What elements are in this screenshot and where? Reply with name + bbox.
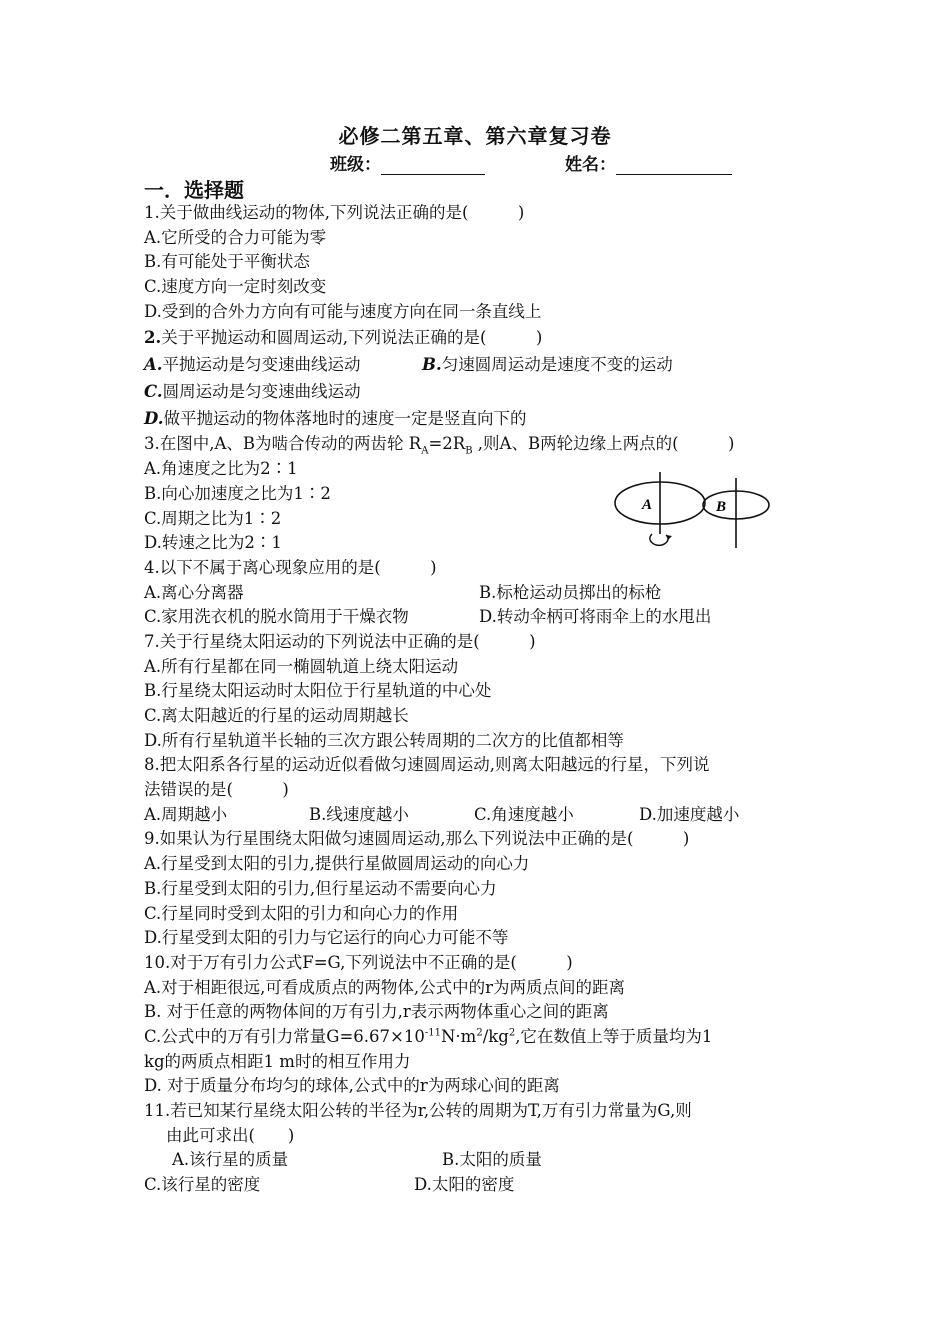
q7-option-a: A.所有行星都在同一椭圆轨道上绕太阳运动 [144,656,459,676]
q11-option-c: C.该行星的密度 [144,1175,261,1195]
q2-options-ab [144,351,814,378]
q11-option-d: D.太阳的密度 [414,1175,515,1195]
q2-option-c-letter: C. [144,382,163,402]
q1-option-b: B.有可能处于平衡状态 [144,252,310,272]
q1-stem: 1.关于做曲线运动的物体,下列说法正确的是( ) [144,203,525,222]
q11-option-a: A.该行星的质量 [172,1150,289,1170]
q2-option-d-text: 做平抛运动的物体落地时的速度一定是竖直向下的 [163,409,527,429]
q8-option-a: A.周期越小 [144,804,228,824]
q10-option-b: B. 对于任意的两物体间的万有引力,r表示两物体重心之间的距离 [144,1002,609,1022]
q8-stem-line2: 法错误的是( ) [144,780,289,800]
q1-option-d: D.受到的合外力方向有可能与速度方向在同一条直线上 [144,301,542,321]
q2-option-b [422,351,673,378]
q1-option-a: A.它所受的合力可能为零 [144,227,327,247]
q8-option-d: D.加速度越小 [639,804,740,824]
q10-option-c-mid2: /kg [482,1026,509,1046]
q9-option-d: D.行星受到太阳的引力与它运行的向心力可能不等 [144,928,509,948]
q10-option-c-mid: N·m [440,1026,477,1046]
q3-stem-mid: =2R [428,434,466,454]
q4-stem: 4.以下不属于离心现象应用的是( ) [144,557,437,577]
q10-option-c-exp2: 2 [476,1027,483,1039]
q10-option-c-line2: kg的两质点相距1 m时的相互作用力 [144,1051,411,1071]
q1-option-c: C.速度方向一定时刻改变 [144,277,327,297]
class-blank[interactable] [381,156,485,175]
question-list [144,201,814,1198]
q2-number: 2. [144,328,162,348]
q3-stem-post: ,则A、B两轮边缘上两点的( ) [472,434,735,454]
q7-option-c: C.离太阳越近的行星的运动周期越长 [144,706,409,725]
class-field [330,150,485,175]
q2-stem [144,324,814,351]
q10-option-c [144,1025,814,1050]
q7-option-b: B.行星绕太阳运动时太阳位于行星轨道的中心处 [144,681,492,701]
q10-option-c-exp: -11 [424,1027,441,1039]
q10-option-c-post: ,它在数值上等于质量均为1 [515,1026,713,1046]
q9-option-c: C.行星同时受到太阳的引力和向心力的作用 [144,903,459,923]
q3-option-b: B.向心加速度之比为1∶2 [144,483,331,503]
q9-option-b: B.行星受到太阳的引力,但行星运动不需要向心力 [144,878,497,898]
q7-stem: 7.关于行星绕太阳运动的下列说法中正确的是( ) [144,631,536,651]
section-title: 一．选择题 [144,178,244,202]
q9-stem: 9.如果认为行星围绕太阳做匀速圆周运动,那么下列说法中正确的是( ) [144,829,690,849]
q11-stem-line1: 11.若已知某行星绕太阳公转的半径为r,公转的周期为T,万有引力常量为G,则 [144,1101,692,1120]
q4-option-b: B.标枪运动员掷出的标枪 [479,582,662,602]
rotation-arrowhead-icon [666,535,672,540]
q3-option-c: C.周期之比为1∶2 [144,508,282,528]
q11-stem-line2: 由此可求出( ) [166,1125,295,1145]
q8-option-c: C.角速度越小 [474,804,574,824]
q4-options-ab [144,581,814,606]
q11-options-ab [144,1148,814,1173]
q3-sub-a: A [421,445,429,457]
q11-options-cd [144,1173,814,1198]
gear-b-label: B [716,499,727,515]
q8-options [144,803,814,828]
q2-option-a-letter: A. [144,355,163,375]
q4-options-cd [144,605,814,630]
q2-option-c [144,378,814,405]
q4-option-c: C.家用洗衣机的脱水筒用于干燥衣物 [144,607,409,627]
q11-option-b: B.太阳的质量 [442,1150,542,1170]
q10-option-c-exp3: 2 [508,1027,516,1039]
q3-stem-pre: 3.在图中,A、B为啮合传动的两齿轮 R [144,434,422,454]
q2-option-d-letter: D. [144,409,164,429]
q3-sub-b: B [465,445,473,457]
name-field [565,150,732,175]
q2-option-a [144,355,361,374]
q10-option-c-pre: C.公式中的万有引力常量G=6.67×10 [144,1026,425,1046]
q2-option-c-text: 圆周运动是匀变速曲线运动 [162,382,361,402]
class-label: 班级： [330,155,381,175]
gear-a-label: A [642,497,653,513]
q10-option-d: D. 对于质量分布均匀的球体,公式中的r为两球心间的距离 [144,1076,560,1096]
q3-stem [144,432,814,457]
q9-option-a: A.行星受到太阳的引力,提供行星做圆周运动的向心力 [144,854,530,874]
name-blank[interactable] [616,156,732,175]
q10-option-a: A.对于相距很远,可看成质点的两物体,公式中的r为两质点间的距离 [144,977,626,997]
q2-option-b-letter: B. [422,355,442,375]
q3-option-d: D.转速之比为2∶1 [144,533,282,553]
rotation-arrow-icon [650,534,668,545]
student-info [0,150,950,176]
q4-option-a: A.离心分离器 [144,582,244,602]
q2-stem-text: 关于平抛运动和圆周运动,下列说法正确的是( ) [161,328,543,348]
q2-option-b-text: 匀速圆周运动是速度不变的运动 [441,355,673,375]
q3-option-a: A.角速度之比为2∶1 [144,459,298,479]
q4-option-d: D.转动伞柄可将雨伞上的水甩出 [479,607,712,627]
q2-option-d [144,405,814,432]
q8-stem-line1: 8.把太阳系各行星的运动近似看做匀速圆周运动,则离太阳越远的行星，下列说 [144,755,710,775]
q10-stem: 10.对于万有引力公式F=G,下列说法中不正确的是( ) [144,952,573,972]
q7-option-d: D.所有行星轨道半长轴的三次方跟公转周期的二次方的比值都相等 [144,730,624,750]
q2-option-a-text: 平抛运动是匀变速曲线运动 [162,355,361,375]
q8-option-b: B.线速度越小 [309,804,409,824]
gear-diagram [612,470,777,552]
name-label: 姓名： [565,155,616,175]
page-title: 必修二第五章、第六章复习卷 [338,124,612,148]
